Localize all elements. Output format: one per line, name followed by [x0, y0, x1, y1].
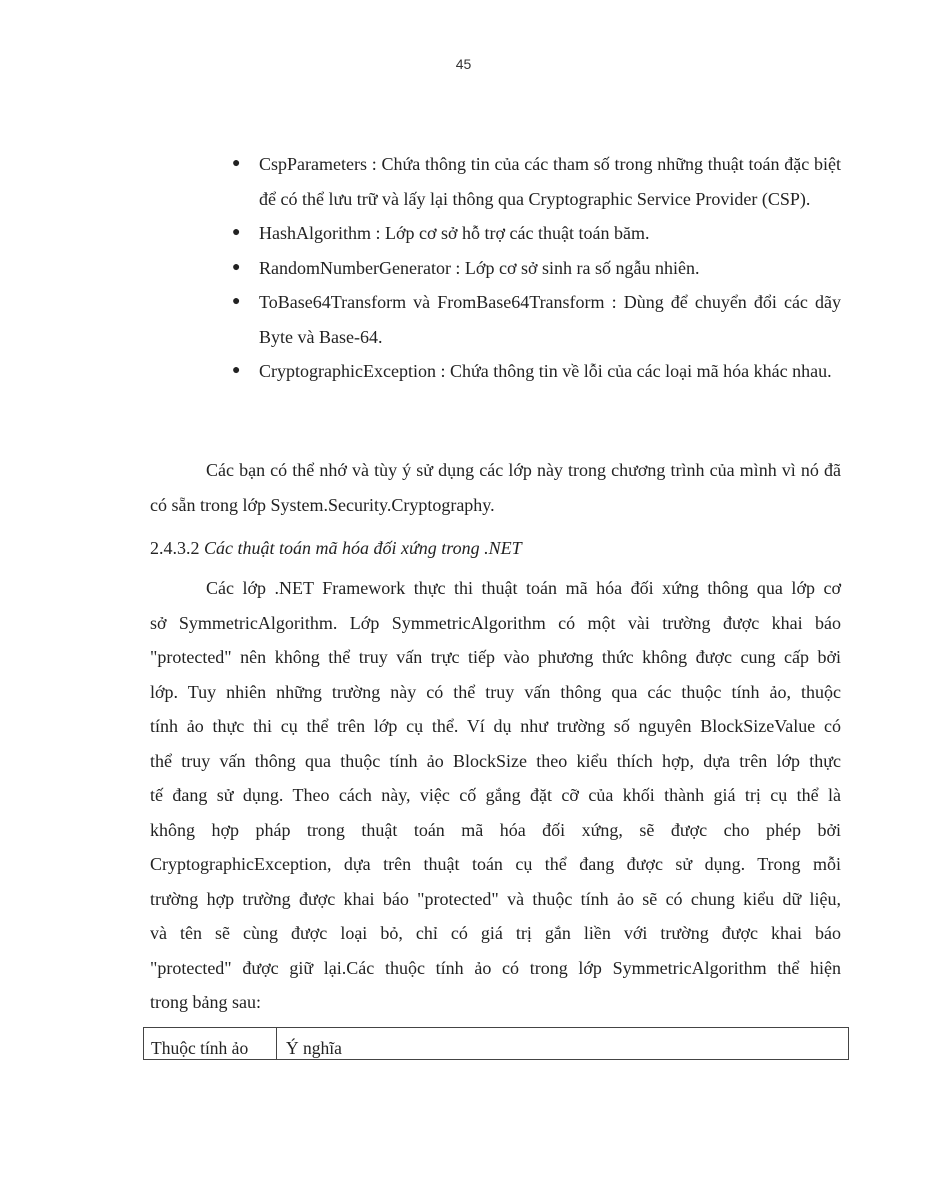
paragraph-line: Các lớp .NET Framework thực thi thuật toán mã hóa đối xứng thông qua lớp cơ — [206, 578, 841, 598]
virtual-properties-table — [143, 1027, 849, 1060]
bullet-icon: ● — [232, 294, 241, 309]
bullet-text: ToBase64Transform và FromBase64Transform : Dùng để chuyển đổi các dãy Byte và Base-64. — [259, 292, 841, 347]
bullet-text: HashAlgorithm : Lớp cơ sở hỗ trợ các thuật toán băm. — [259, 223, 650, 243]
paragraph-line: thể truy vấn thông qua thuộc tính ảo BlockSize theo kiểu thích hợp, dựa trên lớp thực — [150, 750, 841, 771]
paragraph-line: lớp. Tuy nhiên những trường này có thể truy vấn thông qua các thuộc tính ảo, thuộc — [150, 681, 841, 702]
section-heading — [150, 531, 841, 565]
page-number: 45 — [455, 56, 472, 72]
bullet-icon: ● — [232, 259, 241, 275]
paragraph-line: sở SymmetricAlgorithm. Lớp SymmetricAlgorithm có một vài trường được khai báo — [150, 612, 841, 633]
bullet-text: RandomNumberGenerator : Lớp cơ sở sinh ra số ngẫu nhiên. — [259, 257, 700, 278]
bullet-text: CryptographicException : Chứa thông tin về lỗi của các loại mã hóa khác nhau. — [259, 361, 832, 381]
paragraph-line: không hợp pháp trong thuật toán mã hóa đối xứng, sẽ được cho phép bởi — [150, 819, 841, 840]
bullet-icon: ● — [232, 156, 241, 171]
paragraph-line: "protected" được giữ lại.Các thuộc tính ảo có trong lớp SymmetricAlgorithm thể hiện — [150, 957, 841, 978]
bullet-icon: ● — [232, 363, 241, 378]
bullet-item — [232, 216, 841, 251]
table-header-meaning: Ý nghĩa — [286, 1038, 342, 1058]
paragraph-line: và tên sẽ cùng được loại bỏ, chỉ có giá trị gắn liền với trường được khai báo — [150, 923, 841, 943]
paragraph-line: CryptographicException, dựa trên thuật toán cụ thể đang được sử dụng. Trong mỗi — [150, 854, 841, 874]
bullet-item — [232, 251, 841, 286]
paragraph-line: trường hợp trường được khai báo "protected" và thuộc tính ảo sẽ có chung kiểu dữ liệu, — [150, 888, 841, 909]
paragraph-line: tế đang sử dụng. Theo cách này, việc cố gắng đặt cỡ của khối thành giá trị cụ thể là — [150, 785, 841, 805]
bullet-icon: ● — [232, 225, 241, 240]
table-header-property: Thuộc tính ảo — [144, 1028, 277, 1059]
paragraph-line: trong bảng sau: — [150, 992, 261, 1012]
paragraph-line: tính ảo thực thi cụ thể trên lớp cụ thể. Ví dụ như trường số nguyên BlockSizeValue có — [150, 716, 841, 736]
bullet-item — [232, 354, 841, 389]
section-number: 2.4.3.2 — [150, 538, 200, 558]
section-title: Các thuật toán mã hóa đối xứng trong .NET — [204, 538, 522, 558]
bullet-item — [232, 147, 841, 216]
paragraph-classes-note: Các bạn có thể nhớ và tùy ý sử dụng các lớp này trong chương trình của mình vì nó đã có sẵn trong lớp System.Security.Cryptography. — [150, 460, 841, 515]
bullet-list — [232, 147, 841, 389]
bullet-item — [232, 285, 841, 354]
paragraph-symmetric-algorithm — [150, 571, 841, 1020]
paragraph-line: "protected" nên không thể truy vấn trực tiếp vào phương thức không được cung cấp bởi — [150, 647, 841, 667]
bullet-text: CspParameters : Chứa thông tin của các tham số trong những thuật toán đặc biệt để có thể lưu trữ và lấy lại thông qua Cryptographic Service Provider (CSP). — [259, 154, 841, 209]
